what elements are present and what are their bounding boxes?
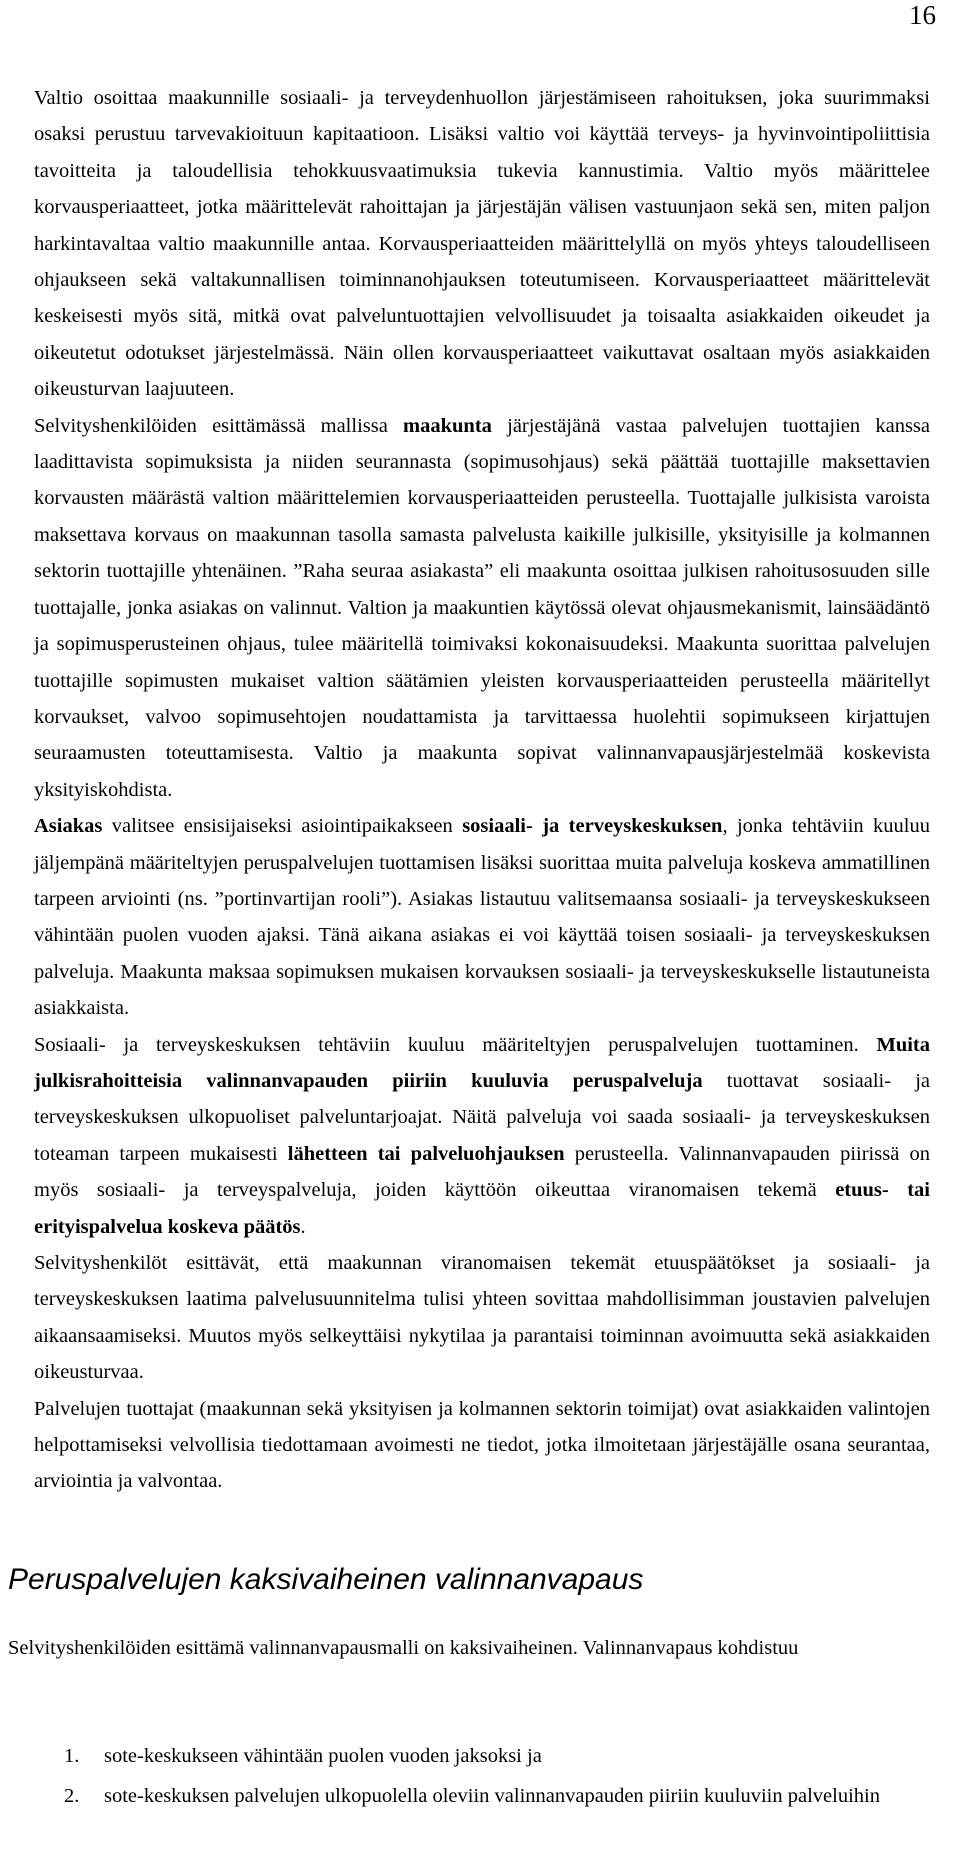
list-item-number: 2. <box>64 1785 80 1808</box>
text-run: Palvelujen tuottajat (maakunnan sekä yksityisen ja kolmannen sektorin toimijat) ovat asiakkaiden valintojen helpottamiseksi velvollisia tiedottamaan avoimesti ne tiedot, jotka ilmoitetaan järjestäjälle osana seurantaa, arviointia ja valvontaa. <box>34 1397 930 1493</box>
section-intro: Selvityshenkilöiden esittämä valinnanvapausmalli on kaksivaiheinen. Valinnanvapaus kohdistuu <box>8 1637 799 1659</box>
bold-text: Muita julkisrahoitteisia valinnanvapauden piiriin kuuluvia peruspalveluja <box>34 1033 930 1092</box>
paragraph <box>34 1027 930 1245</box>
text-run: Sosiaali- ja terveyskeskuksen tehtäviin kuuluu määriteltyjen peruspalvelujen tuottaminen. <box>34 1033 877 1056</box>
text-run: valitsee ensisijaiseksi asiointipaikakseen <box>102 815 463 838</box>
paragraph <box>34 1245 930 1391</box>
text-run: , jonka tehtäviin kuuluu jäljempänä määriteltyjen peruspalvelujen tuottamisen lisäksi suorittaa muita palveluja koskeva ammatillinen tarpeen arviointi (ns. ”portinvartijan rooli”). Asiakas listautuu valitsemaansa sosiaali- ja terveyskeskukseen vähintään puolen vuoden ajaksi. Tänä aikana asiakas ei voi käyttää toisen sosiaali- ja terveyskeskuksen palveluja. Maakunta maksaa sopimuksen mukaisen korvauksen sosiaali- ja terveyskeskukselle listautuneista asiakkaista. <box>34 815 930 1020</box>
list-item-text: sote-keskukseen vähintään puolen vuoden jaksoksi ja <box>104 1745 542 1767</box>
paragraph <box>34 408 930 808</box>
paragraph <box>34 808 930 1026</box>
text-run: Valtio osoittaa maakunnille sosiaali- ja terveydenhuollon järjestämiseen rahoituksen, joka suurimmaksi osaksi perustuu tarvevakioituun kapitaatioon. Lisäksi valtio voi käyttää terveys- ja hyvinvointipoliittisia tavoitteita ja taloudellisia tehokkuusvaatimuksia tukevia kannustimia. Valtio myös määrittelee korvausperiaatteet, jotka määrittelevät rahoittajan ja järjestäjän välisen vastuunjaon sekä sen, miten paljon harkintavaltaa valtio maakunnille antaa. Korvausperiaatteiden määrittelyllä on myös yhteys taloudelliseen ohjaukseen sekä valtakunnallisen toiminnanohjauksen toteutumiseen. Korvausperiaatteet määrittelevät keskeisesti myös sitä, mitkä ovat palveluntuottajien velvollisuudet ja toisaalta asiakkaiden oikeudet ja oikeutetut odotukset järjestelmässä. Näin ollen korvausperiaatteet vaikuttavat osaltaan myös asiakkaiden oikeusturvan laajuuteen. <box>34 87 930 401</box>
numbered-list <box>64 1738 934 1819</box>
text-run: tuottavat sosiaali- ja terveyskeskuksen ulkopuoliset palveluntarjoajat. Näitä palveluja voi saada sosiaali- ja terveyskeskuksen toteaman tarpeen mukaisesti <box>34 1069 931 1165</box>
bold-text: maakunta <box>403 414 492 437</box>
text-run: järjestäjänä vastaa palvelujen tuottajien kanssa laadittavista sopimuksista ja niiden seurannasta (sopimusohjaus) sekä päättää tuottajille maksettavien korvausten määrästä valtion määrittelemien korvausperiaatteiden perusteella. Tuottajalle julkisista varoista maksettava korvaus on maakunnan tasolla samasta palvelusta kaikille julkisille, yksityisille ja kolmannen sektorin tuottajille yhtenäinen. ”Raha seuraa asiakasta” eli maakunta osoittaa julkisen rahoitusosuuden sille tuottajalle, jonka asiakas on valinnut. Valtion ja maakuntien käytössä olevat ohjausmekanismit, lainsäädäntö ja sopimusperusteinen ohjaus, tulee määritellä toimivaksi kokonaisuudeksi. Maakunta suorittaa palvelujen tuottajille sopimusten mukaiset valtion säätämien yleisten korvausperiaatteiden perusteella määritellyt korvaukset, valvoo sopimusehtojen noudattamista ja tarvittaessa huolehtii sopimukseen kirjattujen seuraamusten toteuttamisesta. Valtio ja maakunta sopivat valinnanvapausjärjestelmää koskevista yksityiskohdista. <box>34 414 930 801</box>
paragraph <box>34 80 930 408</box>
list-item <box>64 1778 934 1814</box>
text-run: perusteella. Valinnanvapauden piirissä on myös sosiaali- ja terveyspalveluja, joiden käyttöön oikeuttaa viranomaisen tekemä <box>34 1142 931 1202</box>
paragraph <box>34 1391 930 1500</box>
text-run: Selvityshenkilöt esittävät, että maakunnan viranomaisen tekemät etuuspäätökset ja sosiaali- ja terveyskeskuksen laatima palvelusuunnitelma tulisi yhteen sovittaa mahdollisimman joustavien palvelujen aikaansaamiseksi. Muutos myös selkeyttäisi nykytilaa ja parantaisi toiminnan avoimuutta sekä asiakkaiden oikeusturvaa. <box>34 1252 930 1384</box>
body-text <box>34 80 930 1500</box>
bold-text: sosiaali- ja terveyskeskuksen <box>462 815 723 838</box>
section-heading: Peruspalvelujen kaksivaiheinen valinnanvapaus <box>8 1563 644 1596</box>
text-run: . <box>300 1215 306 1238</box>
bold-text: etuus- tai erityispalvelua koskeva päätös <box>34 1179 930 1238</box>
list-item <box>64 1738 934 1774</box>
bold-text: lähetteen tai palveluohjauksen <box>287 1142 565 1165</box>
text-run: Selvityshenkilöiden esittämässä mallissa <box>34 414 404 437</box>
list-item-number: 1. <box>64 1745 80 1767</box>
page-number: 16 <box>909 0 936 30</box>
list-item-text: sote-keskuksen palvelujen ulkopuolella oleviin valinnanvapauden piiriin kuuluviin palveluihin <box>104 1785 880 1808</box>
bold-text: Asiakas <box>34 815 103 838</box>
